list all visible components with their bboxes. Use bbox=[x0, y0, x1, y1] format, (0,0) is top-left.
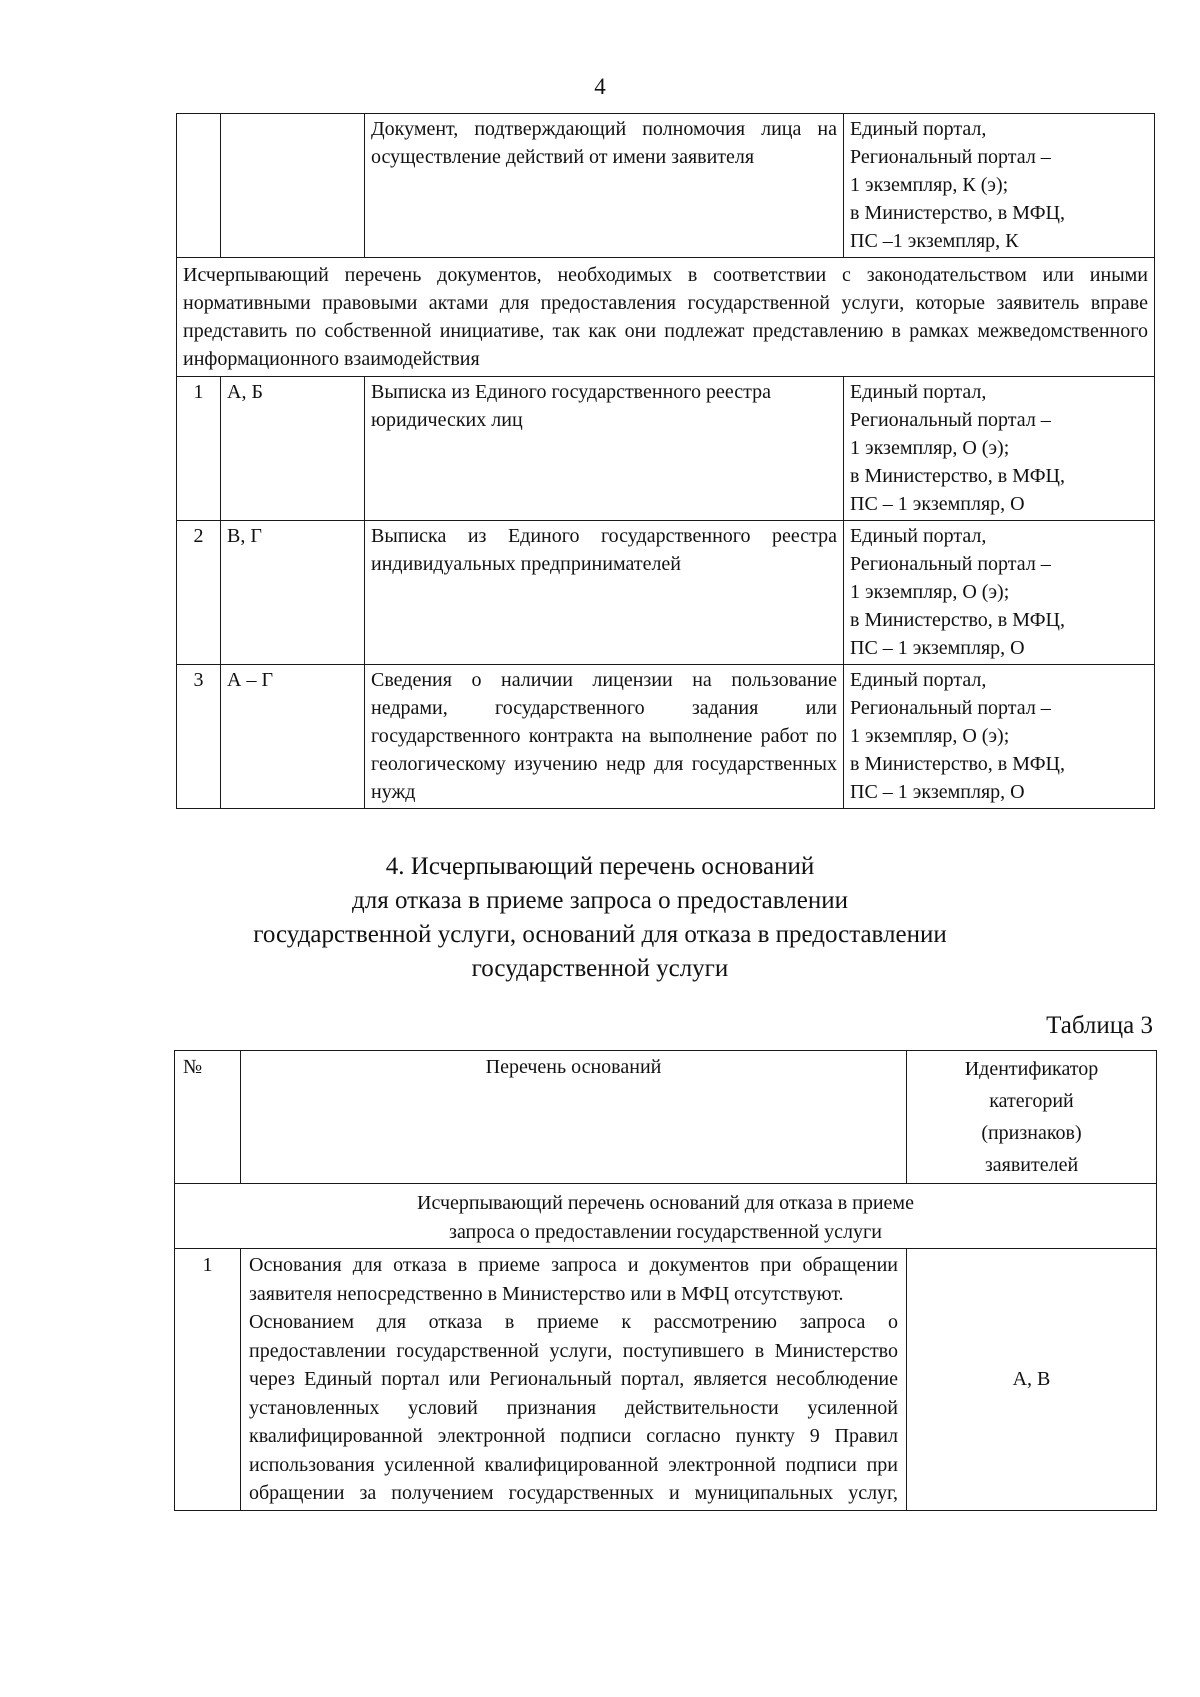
submission-line: ПС – 1 экземпляр, О bbox=[850, 637, 1025, 659]
documents-table-continued bbox=[176, 113, 1155, 809]
section-banner-row bbox=[177, 258, 1155, 377]
row-number: 3 bbox=[177, 665, 221, 809]
grounds-cell bbox=[241, 1249, 907, 1511]
table-cell bbox=[177, 114, 221, 258]
subheader-line: Исчерпывающий перечень оснований для отказа в приеме bbox=[417, 1192, 914, 1214]
row-number: 2 bbox=[177, 521, 221, 665]
heading-line: 4. Исчерпывающий перечень оснований bbox=[385, 853, 815, 880]
document-name-cell: Выписка из Единого государственного реестра юридических лиц bbox=[365, 377, 844, 521]
submission-line: Региональный портал – bbox=[850, 553, 1051, 575]
document-name-cell: Выписка из Единого государственного реестра индивидуальных предпринимателей bbox=[365, 521, 844, 665]
category-cell: В, Г bbox=[221, 521, 365, 665]
table-caption: Таблица 3 bbox=[1046, 1012, 1153, 1039]
submission-line: в Министерство, в МФЦ, bbox=[850, 609, 1065, 631]
document-name-cell: Документ, подтверждающий полномочия лица на осуществление действий от имени заявителя bbox=[365, 114, 844, 258]
submission-line: 1 экземпляр, О (э); bbox=[850, 581, 1010, 603]
submission-method-cell bbox=[844, 521, 1155, 665]
page-number: 4 bbox=[594, 74, 606, 99]
submission-line: 1 экземпляр, О (э); bbox=[850, 437, 1010, 459]
submission-method-cell bbox=[844, 665, 1155, 809]
heading-line: для отказа в приеме запроса о предоставлении bbox=[352, 887, 848, 914]
submission-method-cell bbox=[844, 114, 1155, 258]
column-header-number: № bbox=[175, 1051, 241, 1184]
submission-line: Единый портал, bbox=[850, 381, 987, 403]
grounds-paragraph: Основания для отказа в приеме запроса и документов при обращении заявителя непосредственно в Министерство или в МФЦ отсутствуют. bbox=[249, 1254, 898, 1305]
heading-line: государственной услуги bbox=[471, 955, 729, 982]
submission-method-cell bbox=[844, 377, 1155, 521]
submission-line: Региональный портал – bbox=[850, 697, 1051, 719]
submission-line: в Министерство, в МФЦ, bbox=[850, 753, 1065, 775]
column-header-grounds: Перечень оснований bbox=[241, 1051, 907, 1184]
table-cell bbox=[221, 114, 365, 258]
column-header-identifier bbox=[907, 1051, 1157, 1184]
submission-line: Единый портал, bbox=[850, 669, 987, 691]
table-row bbox=[177, 665, 1155, 809]
submission-line: ПС – 1 экземпляр, О bbox=[850, 493, 1025, 515]
table-row bbox=[177, 377, 1155, 521]
submission-line: в Министерство, в МФЦ, bbox=[850, 202, 1065, 224]
submission-line: 1 экземпляр, О (э); bbox=[850, 725, 1010, 747]
category-cell: А, В bbox=[907, 1249, 1157, 1511]
header-line: (признаков) bbox=[981, 1122, 1082, 1144]
document-name-cell: Сведения о наличии лицензии на пользование недрами, государственного задания или государственного контракта на выполнение работ по геологическому изучению недр для государственных нужд bbox=[365, 665, 844, 809]
header-line: Идентификатор bbox=[964, 1058, 1099, 1080]
refusal-grounds-table bbox=[174, 1050, 1157, 1511]
header-line: категорий bbox=[989, 1090, 1074, 1112]
submission-line: Единый портал, bbox=[850, 525, 987, 547]
heading-line: государственной услуги, оснований для отказа в предоставлении bbox=[253, 921, 947, 948]
section-subheader bbox=[175, 1184, 1157, 1249]
subheader-row bbox=[175, 1184, 1157, 1249]
section-banner: Исчерпывающий перечень документов, необходимых в соответствии с законодательством или иными нормативными правовыми актами для предоставления государственной услуги, которые заявитель вправе представить по собственной инициативе, так как они подлежат представлению в рамках межведомственного информационного взаимодействия bbox=[177, 258, 1155, 377]
submission-line: Региональный портал – bbox=[850, 146, 1051, 168]
row-number: 1 bbox=[175, 1249, 241, 1511]
submission-line: 1 экземпляр, К (э); bbox=[850, 174, 1009, 196]
table-header-row bbox=[175, 1051, 1157, 1184]
category-cell: А – Г bbox=[221, 665, 365, 809]
submission-line: ПС –1 экземпляр, К bbox=[850, 230, 1019, 252]
section-4-heading bbox=[0, 850, 1200, 986]
header-line: заявителей bbox=[984, 1154, 1079, 1176]
table-row bbox=[177, 114, 1155, 258]
submission-line: в Министерство, в МФЦ, bbox=[850, 465, 1065, 487]
submission-line: Региональный портал – bbox=[850, 409, 1051, 431]
table-row bbox=[175, 1249, 1157, 1511]
table-row bbox=[177, 521, 1155, 665]
row-number: 1 bbox=[177, 377, 221, 521]
submission-line: Единый портал, bbox=[850, 118, 987, 140]
subheader-line: запроса о предоставлении государственной услуги bbox=[449, 1220, 882, 1243]
category-cell: А, Б bbox=[221, 377, 365, 521]
grounds-paragraph: Основанием для отказа в приеме к рассмотрению запроса о предоставлении государственной услуги, поступившего в Министерство через Единый портал или Региональный портал, является несоблюдение установленных условий признания действительности усиленной квалифицированной электронной подписи согласно пункту 9 Правил использования усиленной квалифицированной электронной подписи при обращении за получением государственных и муниципальных услуг, bbox=[249, 1311, 898, 1504]
submission-line: ПС – 1 экземпляр, О bbox=[850, 781, 1025, 803]
